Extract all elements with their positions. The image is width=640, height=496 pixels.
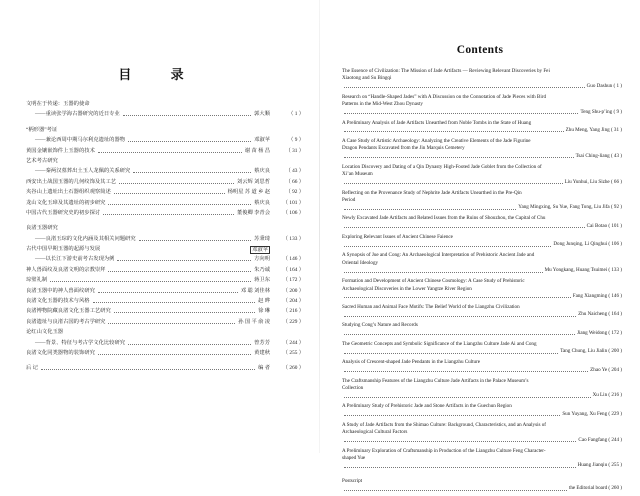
en-contents-entry[interactable] xyxy=(342,341,622,356)
en-entry-title-line: A Preliminary Exploration of Craftsmanship in Production of the Liangzhu Culture Feng Character- xyxy=(342,447,546,454)
cn-entry-page-number: （ 31 ） xyxy=(285,147,304,154)
dotted-leader xyxy=(123,115,251,116)
cn-entry-author: 蒋卫东 xyxy=(254,277,270,284)
cn-entry-page-number: （ 164 ） xyxy=(282,266,304,273)
en-entry-title-line: Patterns in the Mid-West Zhou Dynasty xyxy=(342,101,423,108)
cn-entry-page-number: （ 229 ） xyxy=(282,318,304,325)
en-contents-entry[interactable] xyxy=(342,215,622,230)
en-entry-title-line: A Case Study of Artistic Archaeology: Analyzing the Creative Elements of the Jade Figurine xyxy=(342,138,531,145)
cn-contents-entry[interactable] xyxy=(26,327,304,337)
cn-entry-page-number: （ 204 ） xyxy=(282,298,304,305)
dotted-leader xyxy=(344,109,578,114)
en-entry-title-line: A Preliminary Study of Prehistoric Jade and Stone Artifacts in the Guechun Region xyxy=(342,403,512,410)
cn-entry-page-number: （ 260 ） xyxy=(282,365,304,372)
english-contents-list xyxy=(342,68,622,496)
cn-entry-page-number: （ 9 ） xyxy=(288,137,304,144)
en-entry-author: Dong Junqing, Li Qinghui xyxy=(553,241,608,248)
cn-entry-author: 赵 晔 xyxy=(258,298,270,305)
en-entry-title-line: Period xyxy=(342,197,356,204)
cn-entry-page-number: （ 92 ） xyxy=(285,189,304,196)
dotted-leader xyxy=(344,348,558,353)
cn-entry-title: 良渚玉器中的神人兽面纹研究 xyxy=(26,287,95,294)
en-entry-byline xyxy=(342,293,622,300)
cn-entry-author: 董俊卿 李青会 xyxy=(236,209,270,216)
en-entry-title-line: Research on “Handle-Shaped Jades” with A Discussion on the Connotation of Jade Pieces with Bird xyxy=(342,93,546,100)
cn-entry-author: 蔡庆良 xyxy=(254,199,270,206)
cn-entry-title: 神人兽面纹及良渚文明的宗教崇拜 xyxy=(26,266,106,273)
cn-entry-title: ——重读张学海古器研究的近日专业 xyxy=(35,111,120,118)
cn-contents-entry[interactable] xyxy=(26,363,304,373)
en-contents-entry[interactable] xyxy=(342,304,622,319)
en-entry-page-number: ( 244 ) xyxy=(607,436,622,443)
en-entry-page-number: ( 1 ) xyxy=(612,82,622,89)
en-entry-page-number: ( 106 ) xyxy=(607,241,622,248)
en-entry-byline xyxy=(342,109,622,116)
cn-contents-entry[interactable] xyxy=(26,317,304,327)
en-entry-title-line: Archaeological Discoveries in the Lower Yangtze River Region xyxy=(342,285,472,292)
cn-entry-title: 龙山文化玉璋及其遗址的初步研究 xyxy=(26,199,106,206)
cn-entry-title: 中国古代玉器研究史的初步探讨 xyxy=(26,209,101,216)
cn-contents-entry[interactable] xyxy=(26,223,304,233)
cn-entry-title: ——秦两汉墓葬出土玉人龙佩的关系研究 xyxy=(35,168,131,175)
en-entry-title-line: Oriental Ideology xyxy=(342,259,379,266)
en-contents-entry[interactable] xyxy=(342,234,622,249)
cn-entry-title: 文明在于传递：玉器的使命 xyxy=(26,101,90,107)
en-contents-entry[interactable] xyxy=(342,190,622,212)
dotted-leader xyxy=(117,260,251,261)
en-entry-title-line: Studying Cong’s Nature and Records xyxy=(342,322,418,329)
en-contents-entry[interactable] xyxy=(342,378,622,400)
cn-entry-title: 黄国金镶嵌饰件上玉器的技术 xyxy=(26,147,95,154)
dotted-leader xyxy=(98,354,251,355)
cn-entry-title: 论红山文化玉器 xyxy=(26,329,64,336)
cn-entry-author: 朱乃诚 xyxy=(254,266,270,273)
cn-entry-author: 邓 聪 刘佳林 xyxy=(240,287,270,294)
cn-entry-author: 苏秉琦 xyxy=(254,235,270,242)
dotted-leader xyxy=(50,281,251,282)
en-entry-byline xyxy=(342,367,622,374)
en-entry-author: Xu Lin xyxy=(592,392,608,399)
cn-entry-title: 夹谷山上遗址出土石器组织观察简述 xyxy=(26,189,111,196)
dotted-leader xyxy=(344,293,571,298)
dotted-leader xyxy=(344,127,564,132)
en-entry-title-line: Newly Excavated Jade Artifacts and Related Issues from the Ruins of Shouzhou, the Capital of Chu xyxy=(342,215,546,222)
cn-entry-title: 古代中国早期玉器的起源与发展 xyxy=(26,246,101,253)
cn-contents-entry[interactable] xyxy=(26,177,304,187)
dotted-leader xyxy=(103,214,234,215)
dotted-leader xyxy=(344,179,563,184)
dotted-leader xyxy=(344,267,543,272)
en-entry-byline xyxy=(342,179,622,186)
cn-entry-title: 良渚文化同类器物的装饰研究 xyxy=(26,349,95,356)
dotted-leader xyxy=(128,344,251,345)
en-entry-page-number: ( 133 ) xyxy=(607,267,622,274)
cn-contents-entry[interactable] xyxy=(26,338,304,348)
dotted-leader xyxy=(93,302,256,303)
en-entry-author: the Editorial board xyxy=(568,485,608,492)
en-entry-title-line: The Essence of Civilization: The Mission of Jade Artifacts — Reviewing Relevant Discoveries by Fei xyxy=(342,68,550,74)
dotted-leader xyxy=(133,172,251,173)
dotted-leader xyxy=(114,312,255,313)
en-entry-author: Yang Mingxing, Su Yue, Fang Tong, Liu Jifa xyxy=(518,204,610,211)
en-contents-entry[interactable] xyxy=(342,359,622,374)
cn-entry-author: 郭大顺 xyxy=(254,111,270,118)
en-entry-author: Jiang Weidong xyxy=(576,329,608,336)
en-contents-entry[interactable] xyxy=(342,422,622,444)
en-entry-page-number: ( 172 ) xyxy=(607,329,622,336)
en-contents-entry[interactable] xyxy=(342,68,622,90)
cn-entry-page-number: （ 66 ） xyxy=(285,178,304,185)
cn-entry-author: 编 者 xyxy=(258,365,270,372)
dotted-leader xyxy=(114,193,225,194)
cn-contents-entry[interactable] xyxy=(26,348,304,358)
dotted-leader xyxy=(344,241,551,246)
dotted-leader xyxy=(108,323,235,324)
en-entry-title-line: Location Discovery and Dating of a Qin Dynasty High-Footed Jade Goblet from the Collection of xyxy=(342,163,542,170)
dotted-leader xyxy=(108,271,251,272)
en-entry-page-number: ( 260 ) xyxy=(607,485,622,492)
en-entry-byline xyxy=(342,127,622,134)
dotted-leader xyxy=(119,183,234,184)
cn-entry-author: 刘云辉 刘思哲 xyxy=(236,178,270,185)
en-entry-page-number: ( 164 ) xyxy=(607,311,622,318)
cn-entry-author: 黄建秋 xyxy=(254,349,270,356)
en-entry-title-line: Collection xyxy=(342,384,364,391)
en-entry-byline xyxy=(342,267,622,274)
en-entry-author: Sun Yuyang, Xu Feng xyxy=(562,410,608,417)
cn-entry-title: ——以长江下游史前考古发现为例 xyxy=(35,256,115,263)
en-entry-byline xyxy=(342,330,622,337)
dotted-leader xyxy=(344,311,576,316)
cn-entry-page-number: （ 101 ） xyxy=(282,199,304,206)
en-entry-page-number: ( 43 ) xyxy=(609,152,622,159)
en-entry-page-number: ( 255 ) xyxy=(607,462,622,469)
cn-entry-title: 后 记 xyxy=(26,365,38,372)
cn-contents-entry[interactable] xyxy=(26,99,304,109)
english-contents-title: Contents xyxy=(456,44,504,56)
en-entry-page-number: ( 66 ) xyxy=(609,178,622,185)
en-entry-byline xyxy=(342,348,622,355)
dotted-leader xyxy=(344,437,576,442)
cn-entry-author: 方向明 xyxy=(254,256,270,263)
cn-entry-author: 蔡庆良 xyxy=(254,168,270,175)
en-entry-author: Mu Yongkang, Huang Tsuimei xyxy=(544,267,608,274)
chinese-contents-list xyxy=(26,99,304,374)
cn-entry-title: 西安出土战国玉器的几何纹饰及其工艺 xyxy=(26,178,117,185)
en-entry-page-number: ( 31 ) xyxy=(609,127,622,134)
cn-contents-entry[interactable] xyxy=(26,166,304,176)
en-entry-title-line: Sacred Human and Animal Face Motifs: The Belief World of the Liangzhu Civilization xyxy=(342,303,520,310)
cn-entry-page-number: （ 216 ） xyxy=(282,308,304,315)
en-contents-entry[interactable] xyxy=(342,120,622,135)
cn-contents-entry[interactable] xyxy=(26,296,304,306)
en-entry-title-line: Dragon Pendants Excavated from the Jin Marquis Cemetery xyxy=(342,145,465,152)
en-entry-author: Guo Dashun xyxy=(586,82,613,89)
en-entry-author: Tsai Ching-liang xyxy=(575,152,610,159)
dotted-leader xyxy=(344,367,588,372)
dotted-leader xyxy=(344,83,585,88)
dotted-leader xyxy=(344,330,575,335)
cn-contents-entry[interactable] xyxy=(26,187,304,197)
dotted-leader xyxy=(98,292,238,293)
cn-entry-author: 孙 国 平 俞 凌 xyxy=(238,318,270,325)
dotted-leader xyxy=(344,392,591,397)
cn-entry-title: 良渚玉器研究 xyxy=(26,225,58,232)
cn-contents-entry[interactable] xyxy=(26,286,304,296)
dotted-leader xyxy=(344,485,567,490)
en-entry-byline xyxy=(342,204,622,211)
en-entry-author: Tang Chung, Liu Jialin xyxy=(560,348,608,355)
dotted-leader xyxy=(344,411,560,416)
cn-entry-author: 谢 苗 杨 昌 xyxy=(244,147,270,154)
en-entry-title-line: Exploring Relevant Issues of Ancient Chinese Faience xyxy=(342,233,453,240)
cn-entry-page-number: （ 255 ） xyxy=(282,349,304,356)
en-entry-title-line: Archaeological Cultural Factors xyxy=(342,429,408,436)
en-contents-entry[interactable] xyxy=(342,94,622,116)
en-contents-entry[interactable] xyxy=(342,448,622,470)
dotted-leader xyxy=(128,141,251,142)
dotted-leader xyxy=(344,204,516,209)
cn-contents-entry[interactable] xyxy=(26,135,304,145)
en-entry-byline xyxy=(342,392,622,399)
en-entry-byline xyxy=(342,462,622,469)
en-entry-author: Cao Fangfang xyxy=(578,436,608,443)
en-entry-title-line: shaped Yue xyxy=(342,454,366,461)
cn-contents-entry[interactable] xyxy=(26,265,304,275)
cn-entry-title: 良渚遗址与良渚古国的考古学研究 xyxy=(26,318,106,325)
en-entry-byline xyxy=(342,311,622,318)
cn-entry-title: “柄形器”考证 xyxy=(26,126,58,133)
en-entry-page-number: ( 204 ) xyxy=(607,366,622,373)
en-entry-page-number: ( 229 ) xyxy=(607,410,622,417)
dotted-leader xyxy=(41,369,255,370)
cn-entry-page-number: （ 200 ） xyxy=(282,287,304,294)
cn-entry-page-number: （ 43 ） xyxy=(285,168,304,175)
en-entry-title-line: Postscript xyxy=(342,477,363,484)
en-entry-page-number: ( 146 ) xyxy=(607,292,622,299)
en-entry-byline xyxy=(342,153,622,160)
cn-contents-entry[interactable] xyxy=(26,156,304,166)
en-entry-author: Cai Botao xyxy=(586,222,608,229)
en-entry-byline xyxy=(342,437,622,444)
en-entry-author: Zhu Meng, Yang Jing xyxy=(565,127,610,134)
cn-entry-author: 徐 琳 xyxy=(258,308,270,315)
en-entry-author: Fang Xiangming xyxy=(572,292,608,299)
en-entry-title-line: Formation and Development of Ancient Chinese Cosmology: A Case Study of Prehistoric xyxy=(342,278,525,285)
en-entry-title-line: Analysis of Crescent-shaped Jade Pendants in the Liangzhu Culture xyxy=(342,359,481,366)
cn-contents-entry[interactable] xyxy=(26,234,304,244)
en-entry-author: Zhao Ye xyxy=(590,366,608,373)
en-contents-entry[interactable] xyxy=(342,252,622,274)
en-entry-author: Liu Yunhui, Liu Sizhe xyxy=(564,178,610,185)
en-entry-byline xyxy=(342,83,622,90)
en-entry-page-number: ( 101 ) xyxy=(607,222,622,229)
en-entry-title-line: A Synopsis of Jue and Cong: An Archaeological Interpretation of Prehistoric Ancient Jade and xyxy=(342,252,535,259)
cn-entry-page-number: （ 1 ） xyxy=(288,111,304,118)
dotted-leader xyxy=(344,462,576,467)
cn-contents-entry[interactable] xyxy=(26,208,304,218)
cn-entry-author: 杨明星 苏 道 乡 赵 xyxy=(227,189,270,196)
en-entry-title-line: A Study of Jade Artifacts from the Shimao Culture: Background, Characteristics, and an Analysis of xyxy=(342,421,546,428)
en-entry-page-number: ( 216 ) xyxy=(607,392,622,399)
en-entry-byline xyxy=(342,223,622,230)
cn-entry-page-number: （ 106 ） xyxy=(282,209,304,216)
cn-entry-page-number: （ 244 ） xyxy=(282,339,304,346)
dotted-leader xyxy=(344,223,585,228)
en-entry-byline xyxy=(342,411,622,418)
en-entry-byline xyxy=(342,241,622,248)
en-entry-title-line: The Craftsmanship Features of the Liangzhu Culture Jade Artifacts in the Palace Museum’s xyxy=(342,377,529,384)
cn-contents-entry[interactable] xyxy=(26,109,304,119)
dotted-leader xyxy=(344,153,574,158)
cn-entry-author: 曾芳芳 xyxy=(254,339,270,346)
cn-entry-title: 琮璧礼制 xyxy=(26,277,48,284)
en-entry-title-line: The Geometric Concepts and Symbolic Significance of the Liangzhu Culture Jade Ai and Cong xyxy=(342,340,537,347)
en-entry-title-line: A Preliminary Analysis of Jade Artifacts Unearthed from Noble Tombs in the State of Huang xyxy=(342,119,532,126)
cn-entry-title: 良渚文化玉器的技术与风格 xyxy=(26,298,90,305)
cn-entry-page-number: （ 133 ） xyxy=(282,235,304,242)
cn-contents-entry[interactable] xyxy=(26,125,304,135)
en-entry-byline xyxy=(342,485,622,492)
en-contents-entry[interactable] xyxy=(342,138,622,160)
en-entry-author: Huang Jianqiu xyxy=(577,462,608,469)
dotted-leader xyxy=(108,204,251,205)
cn-contents-entry[interactable] xyxy=(26,146,304,156)
dotted-leader xyxy=(139,240,251,241)
en-entry-page-number: ( 200 ) xyxy=(607,348,622,355)
dotted-leader xyxy=(98,152,242,153)
cn-contents-entry[interactable] xyxy=(26,198,304,208)
en-contents-entry[interactable] xyxy=(342,322,622,337)
cn-contents-entry[interactable] xyxy=(26,254,304,264)
en-entry-page-number: ( 9 ) xyxy=(612,108,622,115)
cn-entry-title: 艺术考古研究 xyxy=(26,157,58,164)
cn-entry-author-boxed: 邓淑苹 xyxy=(252,247,268,254)
cn-entry-author: 邓淑苹 xyxy=(254,137,270,144)
en-contents-entry[interactable] xyxy=(342,403,622,418)
en-contents-entry[interactable] xyxy=(342,478,622,493)
cn-entry-title: ——背景、特征与考古学文化比较研究 xyxy=(35,339,126,346)
chinese-contents-title: 目 录 xyxy=(118,67,202,82)
cn-contents-entry[interactable] xyxy=(26,244,304,254)
en-entry-title-line: Xiaotong and Su Bingqi xyxy=(342,75,392,82)
en-entry-title-line: Xi’an Museum xyxy=(342,171,373,178)
cn-entry-page-number: （ 172 ） xyxy=(282,277,304,284)
en-entry-author: Teng Shu-p’ing xyxy=(580,108,613,115)
cn-entry-title: 良渚博物院藏良渚文化玉器工艺研究 xyxy=(26,308,111,315)
en-entry-title-line: Reflecting on the Provenance Study of Nephrite Jade Artifacts Unearthed in the Pre-Qin xyxy=(342,189,522,196)
cn-contents-entry[interactable] xyxy=(26,306,304,316)
en-contents-entry[interactable] xyxy=(342,278,622,300)
cn-entry-page-number: （ 146 ） xyxy=(282,256,304,263)
cn-entry-title: ——良渚玉琮的文化内涵及其相关问题研究 xyxy=(35,235,136,242)
en-entry-page-number: ( 92 ) xyxy=(609,204,622,211)
en-contents-entry[interactable] xyxy=(342,164,622,186)
cn-entry-title: ——兼论西周中期马尔利克遗址的器物 xyxy=(35,137,126,144)
en-entry-author: Zhu Naicheng xyxy=(578,311,608,318)
cn-contents-entry[interactable] xyxy=(26,275,304,285)
